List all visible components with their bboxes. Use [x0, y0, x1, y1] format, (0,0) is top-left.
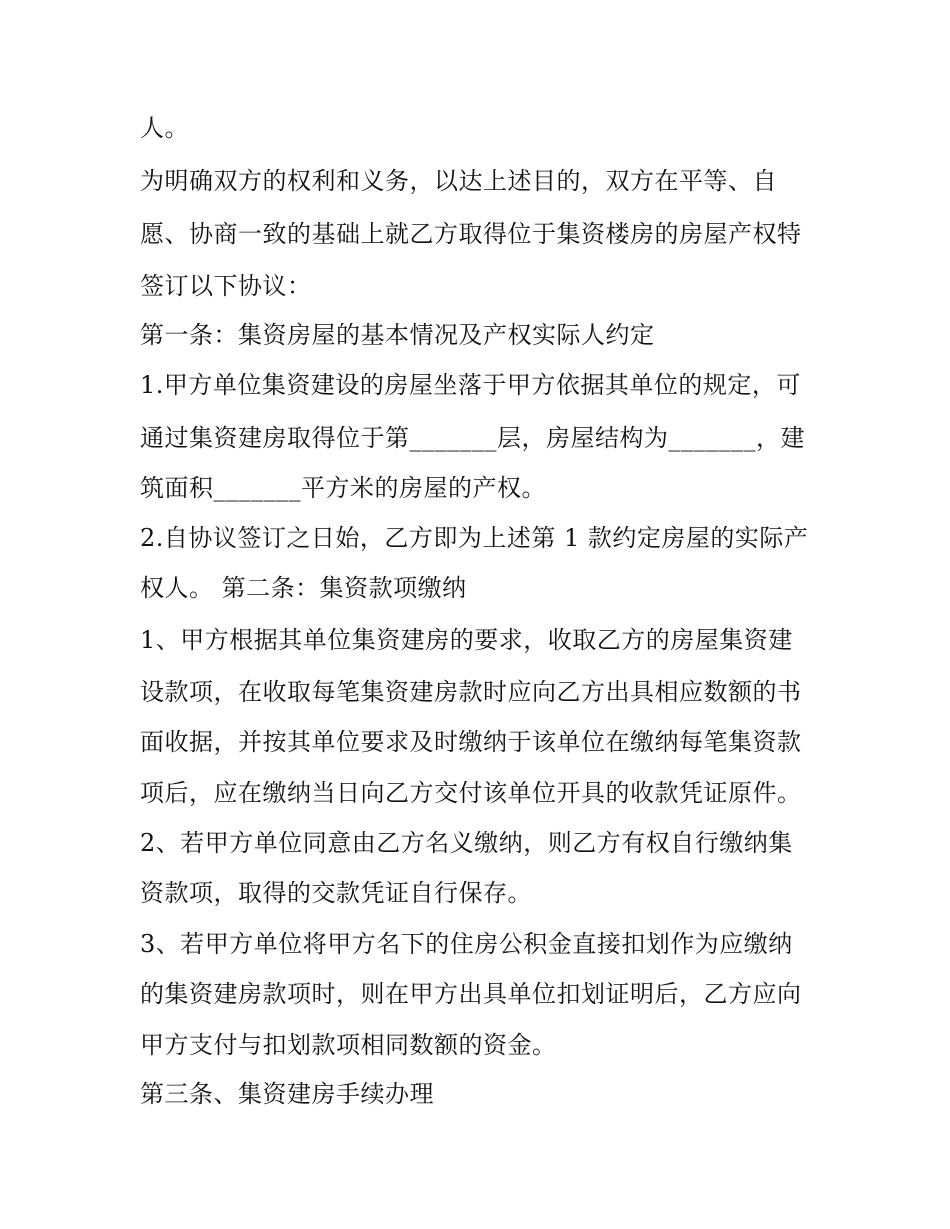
text-line: 的集资建房款项时，则在甲方出具单位扣划证明后，乙方应向	[140, 980, 802, 1008]
text-line: 1.甲方单位集资建设的房屋坐落于甲方依据其单位的规定，可	[140, 371, 801, 399]
text-line: 2.自协议签订之日始，乙方即为上述第 1 款约定房屋的实际产	[140, 524, 809, 552]
text-line: 资款项，取得的交款凭证自行保存。	[140, 879, 532, 907]
text-line: 项后，应在缴纳当日向乙方交付该单位开具的收款凭证原件。	[140, 779, 802, 807]
text-line: 人。	[140, 114, 189, 142]
text-line: 签订以下协议：	[140, 272, 312, 300]
text-line: 3、若甲方单位将甲方名下的住房公积金直接扣划作为应缴纳	[140, 930, 793, 958]
text-line: 权人。 第二条：集资款项缴纳	[140, 574, 467, 602]
text-line: 为明确双方的权利和义务，以达上述目的，双方在平等、自	[140, 167, 777, 195]
text-line: 筑面积_______平方米的房屋的产权。	[140, 474, 546, 502]
text-line: 愿、协商一致的基础上就乙方取得位于集资楼房的房屋产权特	[140, 220, 802, 248]
text-line: 面收据，并按其单位要求及时缴纳于该单位在缴纳每笔集资款	[140, 728, 802, 756]
section-heading: 第三条、集资建房手续办理	[140, 1080, 434, 1108]
text-line: 甲方支付与扣划款项相同数额的资金。	[140, 1031, 557, 1059]
text-line: 通过集资建房取得位于第_______层，房屋结构为_______，建	[140, 424, 805, 452]
section-heading: 第一条：集资房屋的基本情况及产权实际人约定	[140, 321, 655, 349]
text-line: 2、若甲方单位同意由乙方名义缴纳，则乙方有权自行缴纳集	[140, 829, 793, 857]
text-line: 1、甲方根据其单位集资建房的要求，收取乙方的房屋集资建	[140, 626, 793, 654]
text-line: 设款项，在收取每笔集资建房款时应向乙方出具相应数额的书	[140, 678, 802, 706]
